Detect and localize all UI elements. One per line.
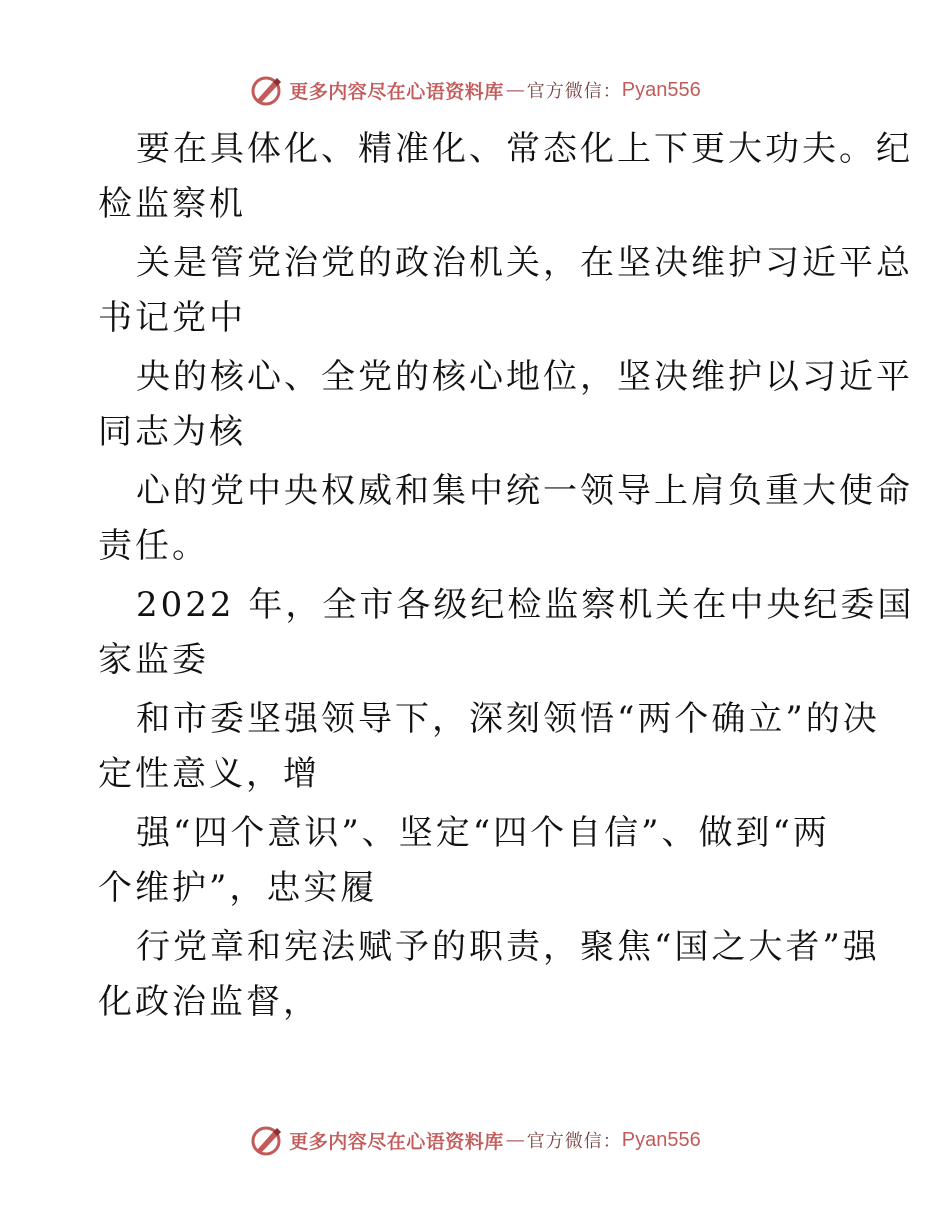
footer-banner (0, 1120, 950, 1160)
line-second: 定性意义，增 (98, 754, 320, 794)
pen-logo-icon (249, 73, 283, 107)
paragraph-line (98, 806, 858, 920)
line-first: 要在具体化、精准化、常态化上下更大功夫。纪 (136, 129, 913, 169)
line-first: 2022 年，全市各级纪检监察机关在中央纪委国 (136, 585, 915, 625)
line-first: 心的党中央权威和集中统一领导上肩负重大使命 (136, 471, 913, 511)
paragraph-line (98, 122, 913, 236)
pen-logo-icon (249, 1123, 283, 1157)
line-first: 央的核心、全党的核心地位，坚决维护以习近平 (136, 357, 913, 397)
line-first: 和市委坚强领导下，深刻领悟“两个确立”的决 (136, 699, 880, 739)
paragraph-line (98, 692, 880, 806)
line-second: 同志为核 (98, 412, 246, 452)
line-second: 检监察机 (98, 184, 246, 224)
line-first: 行党章和宪法赋予的职责，聚焦“国之大者”强 (136, 927, 880, 967)
footer-separator: — (505, 1129, 525, 1151)
document-body (98, 122, 915, 1034)
paragraph-line (98, 464, 913, 578)
line-first: 关是管党治党的政治机关，在坚决维护习近平总 (136, 243, 913, 283)
header-separator: — (505, 79, 525, 101)
paragraph-line (98, 920, 880, 1034)
footer-wechat-label: 官方微信： (526, 1131, 622, 1152)
paragraph-line (98, 236, 913, 350)
line-second: 书记党中 (98, 298, 246, 338)
header-site-name: 更多内容尽在心语资料库 (289, 80, 504, 103)
paragraph-line (98, 350, 913, 464)
header-banner (0, 70, 950, 110)
paragraph-line (98, 578, 915, 692)
line-second: 个维护”，忠实履 (98, 868, 378, 908)
line-second: 化政治监督， (98, 982, 320, 1022)
line-second: 家监委 (98, 640, 209, 680)
footer-wechat-id: Pyan556 (621, 1128, 701, 1151)
header-wechat-id: Pyan556 (621, 78, 701, 101)
header-wechat-label: 官方微信： (526, 81, 622, 102)
line-second: 责任。 (98, 526, 209, 566)
footer-site-name: 更多内容尽在心语资料库 (289, 1130, 504, 1153)
line-first: 强“四个意识”、坚定“四个自信”、做到“两 (136, 813, 830, 853)
